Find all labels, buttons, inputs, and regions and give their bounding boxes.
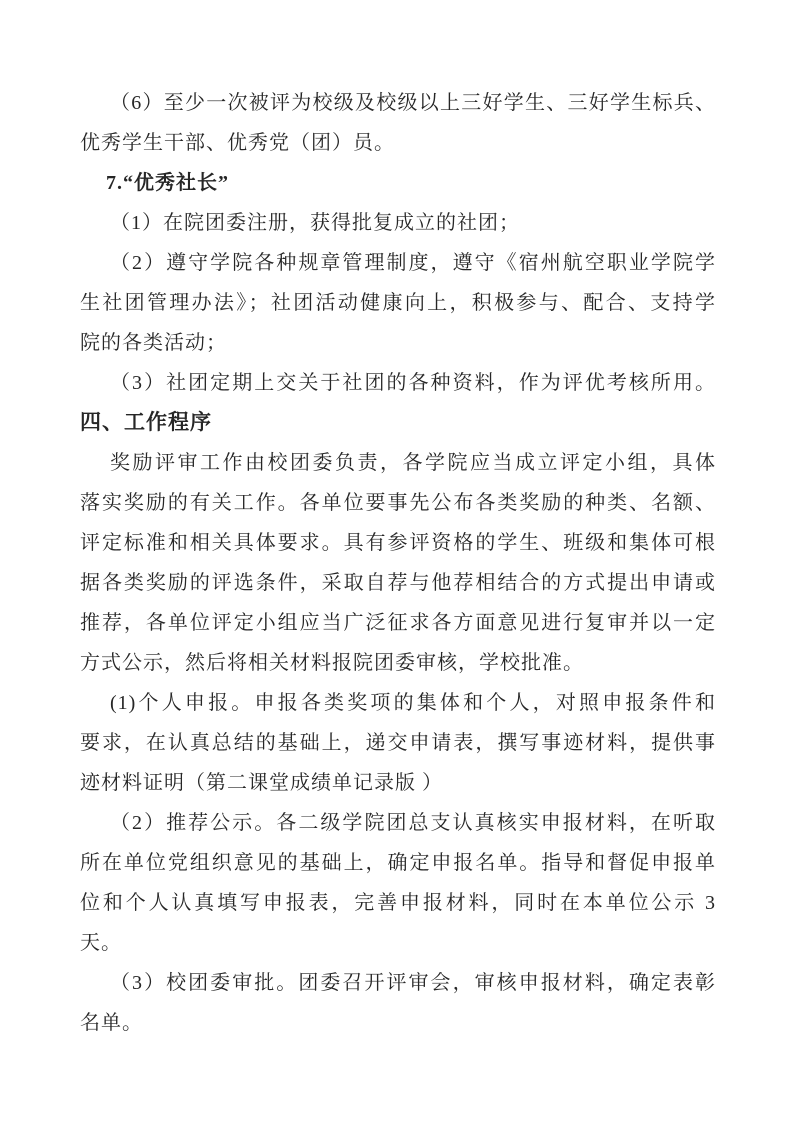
paragraph-first-line: (1)个人申报。申报各类奖项的集体和个人，对照申报条件和 (110, 692, 716, 714)
paragraph-last-line: 优秀学生干部、优秀党（团）员。 (80, 132, 395, 154)
paragraph-line: 位和个人认真填写申报表，完善申报材料，同时在本单位公示 3 (80, 892, 716, 914)
paragraph-first-line: （3）社团定期上交关于社团的各种资料，作为评优考核所用。 (110, 372, 716, 394)
paragraph-line: 评定标准和相关具体要求。具有参评资格的学生、班级和集体可根 (80, 532, 716, 554)
paragraph-line: 落实奖励的有关工作。各单位要事先公布各类奖励的种类、名额、 (80, 492, 716, 514)
paragraph-first-line: （3）校团委审批。团委召开评审会，审核申报材料，确定表彰 (110, 972, 716, 994)
paragraph-first-line: （2）遵守学院各种规章管理制度，遵守《宿州航空职业学院学 (110, 252, 716, 274)
paragraph-last-line: 方式公示，然后将相关材料报院团委审核，学校批准。 (80, 652, 584, 674)
paragraph-line: 据各类奖励的评选条件，采取自荐与他荐相结合的方式提出申请或 (80, 572, 716, 594)
paragraph-last-line: 天。 (80, 932, 122, 954)
paragraph-last-line: 院的各类活动； (80, 332, 227, 354)
paragraph-last-line: 迹材料证明（第二课堂成绩单记录版 ） (80, 772, 443, 794)
paragraph-line: 推荐，各单位评定小组应当广泛征求各方面意见进行复审并以一定 (80, 612, 716, 634)
paragraph-last-line: 名单。 (80, 1012, 143, 1034)
paragraph-first-line: （1）在院团委注册，获得批复成立的社团； (110, 212, 520, 234)
paragraph-line: 要求，在认真总结的基础上，递交申请表，撰写事迹材料，提供事 (80, 732, 716, 754)
paragraph-line: 生社团管理办法》；社团活动健康向上，积极参与、配合、支持学 (80, 292, 716, 314)
section-heading-excellent-club-president: 7.“优秀社长” (106, 172, 229, 194)
paragraph-first-line: （6）至少一次被评为校级及校级以上三好学生、三好学生标兵、 (110, 92, 716, 114)
paragraph-line: 所在单位党组织意见的基础上，确定申报名单。指导和督促申报单 (80, 852, 716, 874)
paragraph-first-line: （2）推荐公示。各二级学院团总支认真核实申报材料，在听取 (110, 812, 716, 834)
chapter-heading-work-procedure: 四、工作程序 (80, 411, 212, 434)
paragraph-first-line: 奖励评审工作由校团委负责，各学院应当成立评定小组，具体 (110, 452, 716, 474)
